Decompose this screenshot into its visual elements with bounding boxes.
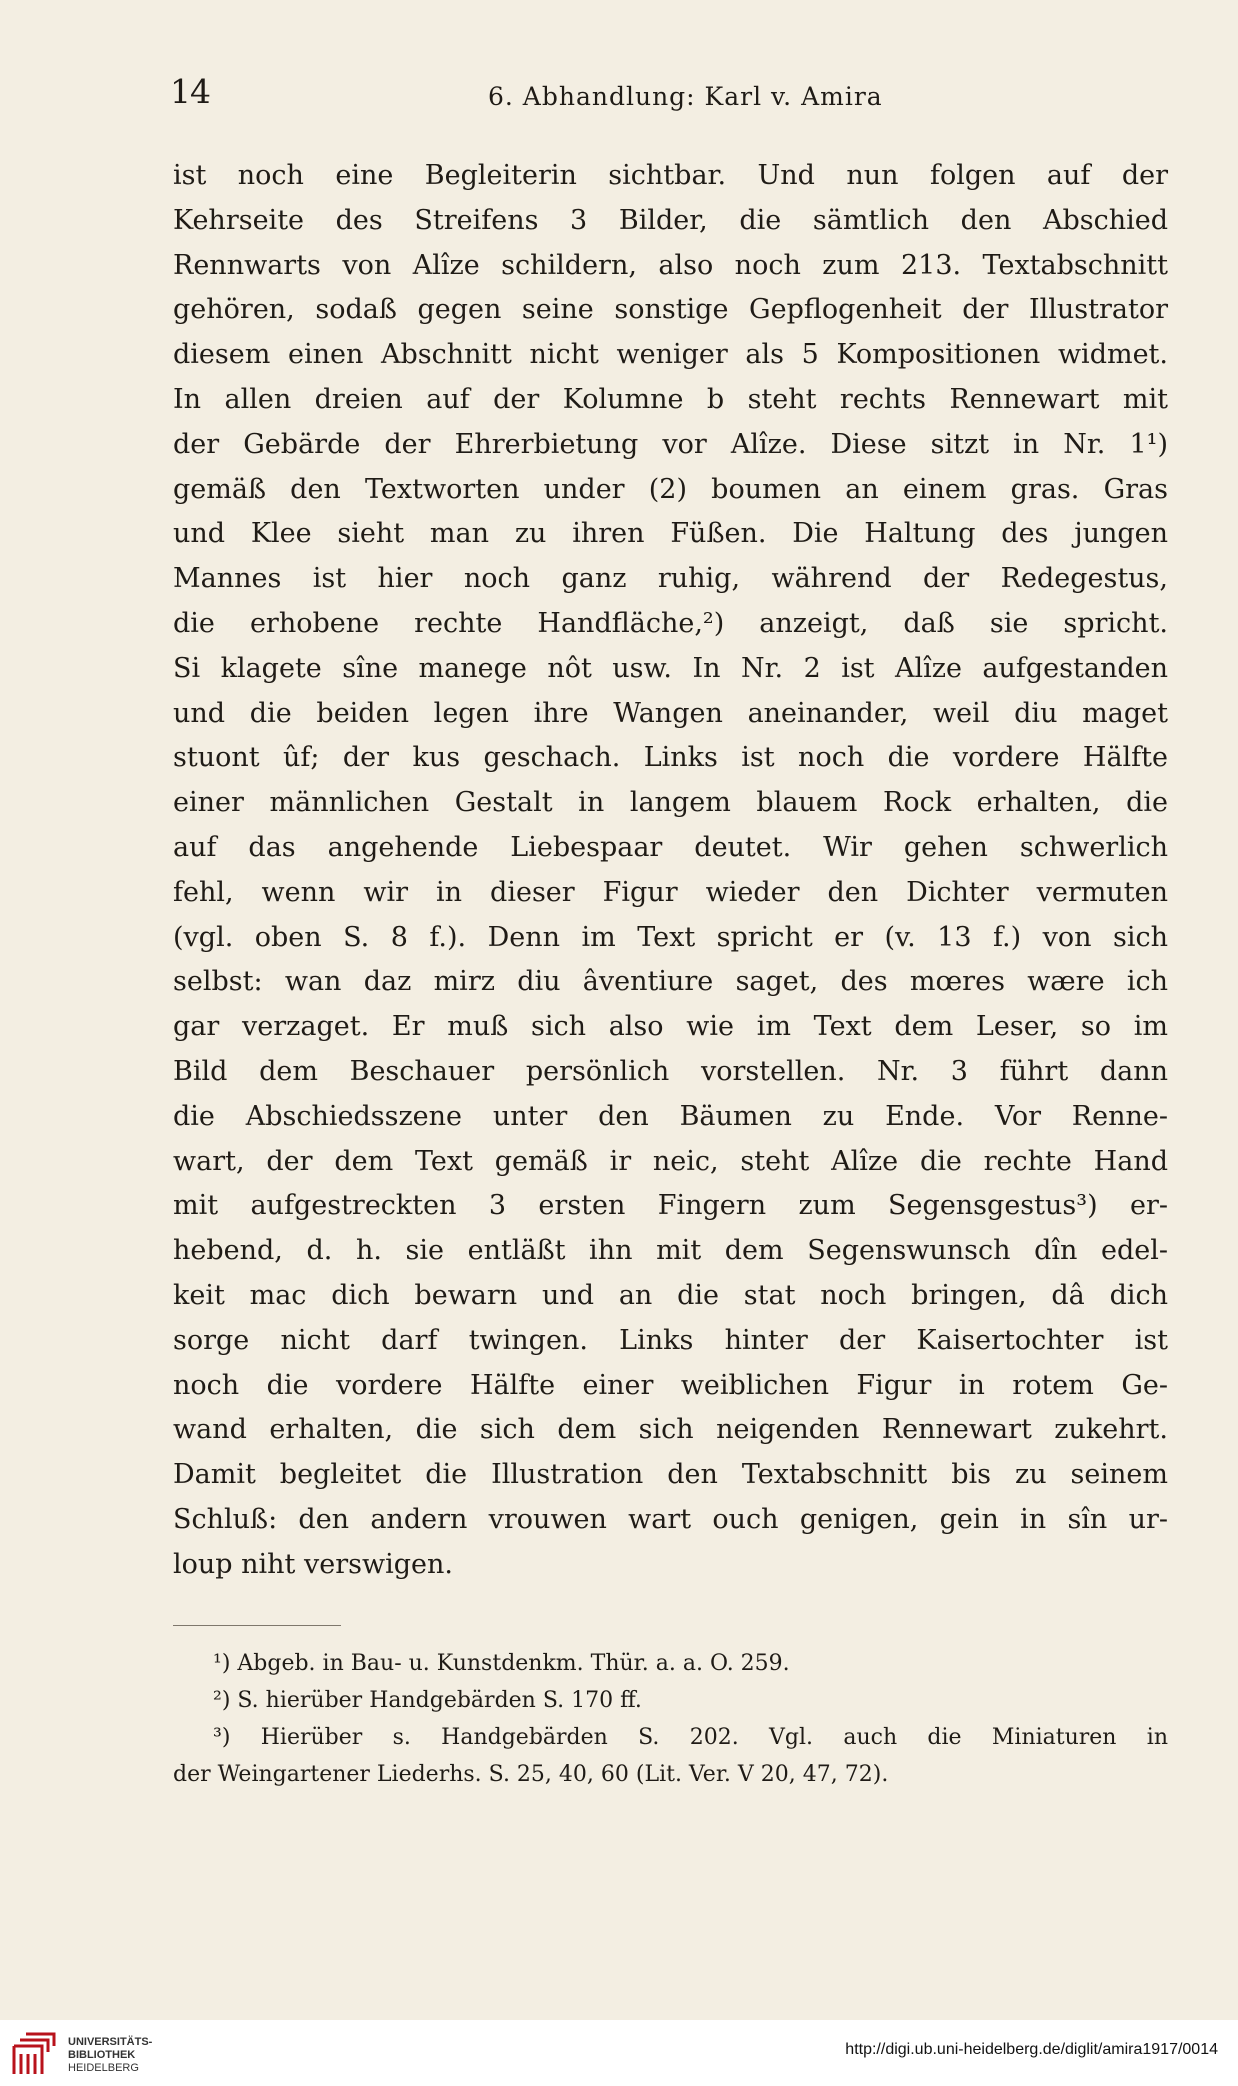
body-line: Damit begleitet die Illustration den Textabschnitt bis zu seinem — [173, 1459, 1168, 1491]
footnote-3: ³) Hierüber s. Handgebärden S. 202. Vgl. auch die Miniaturen in — [213, 1725, 1168, 1750]
body-line: und die beiden legen ihre Wangen aneinander, weil diu maget — [173, 697, 1168, 729]
body-line: und Klee sieht man zu ihren Füßen. Die Haltung des jungen — [173, 518, 1168, 550]
footer-bar — [0, 2020, 1238, 2086]
library-name-line: HEIDELBERG — [68, 2062, 139, 2074]
body-line: ist noch eine Begleiterin sichtbar. Und nun folgen auf der — [173, 160, 1168, 191]
footnote-1: ¹) Abgeb. in Bau- u. Kunstdenkm. Thür. a. a. O. 259. — [213, 1651, 790, 1676]
body-line: gehören, sodaß gegen seine sonstige Gepflogenheit der Illustrator — [173, 294, 1168, 326]
body-line: auf das angehende Liebespaar deutet. Wir gehen schwerlich — [173, 831, 1168, 863]
body-line: die erhobene rechte Handfläche,²) anzeigt, daß sie spricht. — [173, 607, 1168, 639]
body-line: gar verzaget. Er muß sich also wie im Text dem Leser, so im — [173, 1011, 1168, 1043]
body-line: die Abschiedsszene unter den Bäumen zu Ende. Vor Renne- — [173, 1100, 1168, 1132]
body-line: Kehrseite des Streifens 3 Bilder, die sämtlich den Abschied — [173, 204, 1168, 236]
source-url-link[interactable]: http://digi.ub.uni-heidelberg.de/diglit/amira1917/0014 — [845, 2041, 1218, 2058]
library-name — [68, 2036, 152, 2075]
body-line: selbst: wan daz mirz diu âventiure saget, des mœres wære ich — [173, 966, 1168, 998]
body-line: loup niht verswigen. — [173, 1548, 453, 1580]
footnotes — [173, 1645, 1168, 1793]
body-line: noch die vordere Hälfte einer weiblichen Figur in rotem Ge- — [173, 1369, 1168, 1401]
body-line: Mannes ist hier noch ganz ruhig, während der Redegestus, — [173, 563, 1168, 595]
footnote-3-continued: der Weingartener Liederhs. S. 25, 40, 60 (Lit. Ver. V 20, 47, 72). — [173, 1762, 889, 1787]
body-line: Rennwarts von Alîze schildern, also noch zum 213. Textabschnitt — [173, 249, 1168, 281]
body-line: hebend, d. h. sie entläßt ihn mit dem Segenswunsch dîn edel- — [173, 1235, 1168, 1267]
footnote-2: ²) S. hierüber Handgebärden S. 170 ff. — [213, 1688, 642, 1713]
running-head: 6. Abhandlung: Karl v. Amira — [488, 82, 883, 111]
page-number: 14 — [170, 72, 210, 111]
body-line: einer männlichen Gestalt in langem blauem Rock erhalten, die — [173, 787, 1168, 819]
body-line: Si klagete sîne manege nôt usw. In Nr. 2 ist Alîze aufgestanden — [173, 652, 1168, 684]
body-line: gemäß den Textworten under (2) boumen an einem gras. Gras — [173, 473, 1168, 505]
body-line: (vgl. oben S. 8 f.). Denn im Text spricht er (v. 13 f.) von sich — [173, 921, 1168, 953]
body-line: Schluß: den andern vrouwen wart ouch genigen, gein in sîn ur- — [173, 1503, 1168, 1535]
body-line: fehl, wenn wir in dieser Figur wieder den Dichter vermuten — [173, 876, 1168, 908]
body-line: stuont ûf; der kus geschach. Links ist noch die vordere Hälfte — [173, 742, 1168, 774]
body-text — [173, 154, 1168, 1588]
body-line: In allen dreien auf der Kolumne b steht rechts Rennewart mit — [173, 383, 1168, 415]
body-line: diesem einen Abschnitt nicht weniger als 5 Kompositionen widmet. — [173, 339, 1168, 371]
body-line: der Gebärde der Ehrerbietung vor Alîze. Diese sitzt in Nr. 1¹) — [173, 428, 1168, 460]
library-name-line: UNIVERSITÄTS- — [68, 2036, 153, 2048]
library-name-line: BIBLIOTHEK — [68, 2049, 136, 2061]
body-line: mit aufgestreckten 3 ersten Fingern zum Segensgestus³) er- — [173, 1190, 1168, 1222]
footnote-divider — [173, 1625, 341, 1626]
body-line: Bild dem Beschauer persönlich vorstellen. Nr. 3 führt dann — [173, 1055, 1168, 1087]
body-line: keit mac dich bewarn und an die stat noch bringen, dâ dich — [173, 1279, 1168, 1311]
body-line: sorge nicht darf twingen. Links hinter der Kaisertochter ist — [173, 1324, 1168, 1356]
library-logo-icon — [12, 2030, 58, 2076]
body-line: wart, der dem Text gemäß ir neic, steht Alîze die rechte Hand — [173, 1145, 1168, 1177]
body-line: wand erhalten, die sich dem sich neigenden Rennewart zukehrt. — [173, 1414, 1168, 1446]
